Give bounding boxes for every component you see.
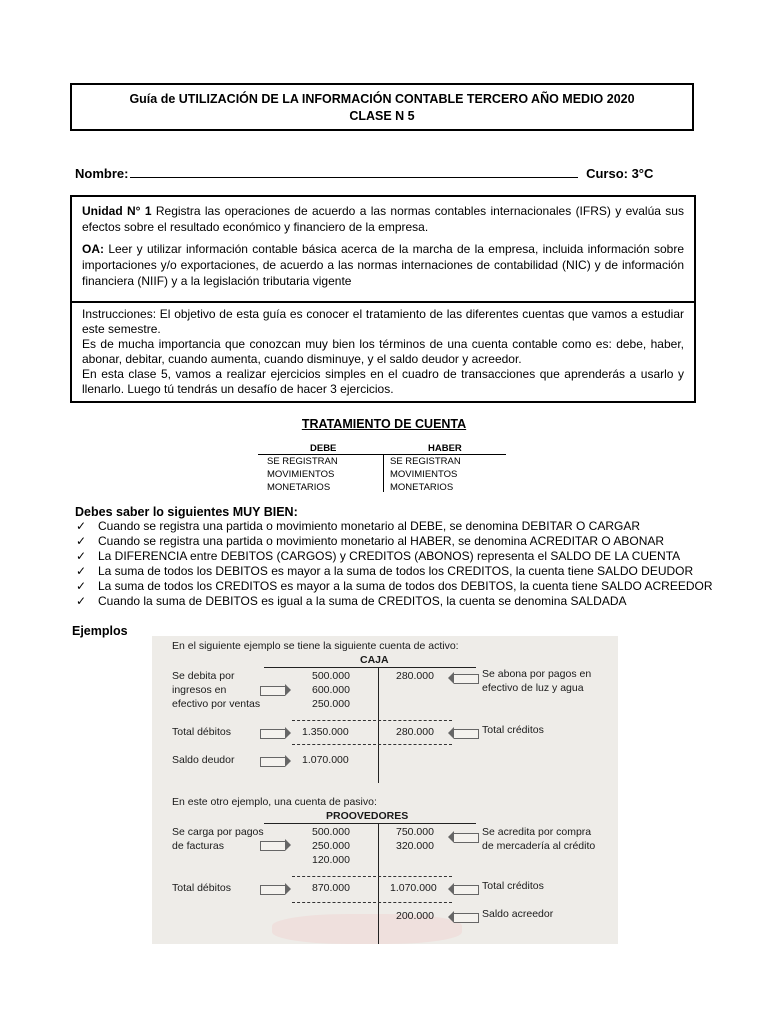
unit-label: Unidad N° 1 (82, 204, 152, 218)
example1-t-stem (378, 667, 379, 783)
example1-credit-desc: Se abona por pagos en (482, 668, 592, 680)
example2-total-credits-label: Total créditos (482, 880, 544, 892)
right-arrow-icon (260, 841, 285, 851)
oa-paragraph (82, 241, 684, 289)
unit-text: Registra las operaciones de acuerdo a las normas contables internacionales (IFRS) y evalúa sus efectos sobre el resultado económico y financiero de la empresa. (82, 204, 684, 234)
example1-debit-amount: 500.000 (312, 670, 350, 682)
example1-debit-desc: Se debita por (172, 670, 235, 682)
left-arrow-icon (454, 729, 479, 739)
example2-balance-label: Saldo acreedor (482, 908, 554, 920)
oa-text: Leer y utilizar información contable básica acerca de la marcha de la empresa, incluida información sobre importaciones y/o exportaciones, de acuerdo a las normas internaciones de contabilidad (NIC) y de información financiera (NIIF) y a la legislación tributaria vigente (82, 242, 684, 288)
example1-total-debits: 1.350.000 (302, 726, 349, 738)
name-label: Nombre: (75, 166, 129, 181)
debe-line: SE REGISTRAN (267, 456, 338, 467)
example1-debit-desc: ingresos en (172, 684, 227, 696)
list-item (76, 594, 716, 609)
instructions-p1: Instrucciones: El objetivo de esta guía es conocer el tratamiento de las diferentes cuentas que vamos a estudiar este semestre. (82, 307, 684, 336)
example1-t-top (264, 667, 476, 668)
debe-column (267, 455, 338, 494)
account-treatment-title: TRATAMIENTO DE CUENTA (301, 417, 467, 431)
checkmark-icon: ✓ (76, 549, 87, 563)
checkmark-icon: ✓ (76, 534, 87, 548)
oa-label: OA: (82, 242, 104, 256)
example1-sum-line (292, 720, 452, 721)
unit-paragraph (82, 203, 684, 235)
checkmark-icon: ✓ (76, 594, 87, 608)
t-vertical-line (383, 454, 384, 492)
example1-total-debits-label: Total débitos (172, 726, 231, 738)
guide-header (70, 83, 694, 131)
example2-total-debits: 870.000 (312, 882, 350, 894)
list-item (76, 564, 716, 579)
example1-credit-desc: efectivo de luz y agua (482, 682, 584, 694)
example2-total-credits: 1.070.000 (390, 882, 437, 894)
debe-header: DEBE (310, 443, 337, 454)
example1-intro: En el siguiente ejemplo se tiene la siguiente cuenta de activo: (172, 640, 459, 652)
haber-column (390, 455, 461, 494)
examples-label: Ejemplos (72, 624, 128, 638)
example2-t-top (264, 823, 476, 824)
instructions-p2: Es de mucha importancia que conozcan muy bien los términos de una cuenta contable como es: debe, haber, abonar, debitar, cuando aumenta, cuando disminuye, y el saldo deudor y acreedor. (82, 337, 684, 366)
unit-objectives-box (70, 195, 696, 303)
student-name-row (75, 164, 695, 181)
example2-sum-line (292, 876, 452, 877)
example1-total-credits-label: Total créditos (482, 724, 544, 736)
checkmark-icon: ✓ (76, 519, 87, 533)
example1-balance-line (292, 744, 452, 745)
example1-total-credits: 280.000 (396, 726, 434, 738)
example2-debit-desc: Se carga por pagos (172, 826, 264, 838)
list-item-text: Cuando se registra una partida o movimiento monetario al DEBE, se denomina DEBITAR O CARGAR (98, 519, 641, 533)
list-item-text: La suma de todos los CREDITOS es mayor a la suma de todos dos DEBITOS, la cuenta tiene SALDO ACREEDOR (98, 579, 713, 593)
example2-credit-amount: 750.000 (396, 826, 434, 838)
left-arrow-icon (454, 833, 479, 843)
example1-balance: 1.070.000 (302, 754, 349, 766)
example2-t-stem (378, 823, 379, 944)
example2-account-name: PROOVEDORES (326, 810, 409, 822)
example1-balance-label: Saldo deudor (172, 754, 235, 766)
example2-total-debits-label: Total débitos (172, 882, 231, 894)
list-item-text: Cuando la suma de DEBITOS es igual a la suma de CREDITOS, la cuenta se denomina SALDADA (98, 594, 627, 608)
example1-debit-amount: 600.000 (312, 684, 350, 696)
example2-balance-line (292, 902, 452, 903)
debe-line: MOVIMIENTOS (267, 469, 335, 480)
haber-line: MOVIMIENTOS (390, 469, 458, 480)
example2-balance: 200.000 (396, 910, 434, 922)
list-item (76, 534, 716, 549)
list-item (76, 519, 716, 534)
list-item-text: La DIFERENCIA entre DEBITOS (CARGOS) y CREDITOS (ABONOS) representa el SALDO DE LA CUENTA (98, 549, 681, 563)
left-arrow-icon (454, 885, 479, 895)
left-arrow-icon (454, 674, 479, 684)
must-know-list (76, 519, 716, 609)
guide-title: Guía de UTILIZACIÓN DE LA INFORMACIÓN CONTABLE TERCERO AÑO MEDIO 2020 (129, 92, 635, 106)
debe-line: MONETARIOS (267, 482, 331, 493)
example2-credit-amount: 320.000 (396, 840, 434, 852)
haber-header: HABER (428, 443, 462, 454)
examples-scan (152, 636, 618, 944)
example2-debit-amount: 120.000 (312, 854, 350, 866)
left-arrow-icon (454, 913, 479, 923)
haber-line: MONETARIOS (390, 482, 454, 493)
example1-credit-amount: 280.000 (396, 670, 434, 682)
list-item (76, 579, 716, 594)
haber-line: SE REGISTRAN (390, 456, 461, 467)
list-item-text: La suma de todos los DEBITOS es mayor a la suma de todos los CREDITOS, la cuenta tiene SALDO DEUDOR (98, 564, 694, 578)
example1-debit-desc: efectivo por ventas (172, 698, 261, 710)
example2-debit-desc: de facturas (172, 840, 224, 852)
right-arrow-icon (260, 729, 285, 739)
must-know-title: Debes saber lo siguientes MUY BIEN: (75, 505, 298, 519)
example2-debit-amount: 250.000 (312, 840, 350, 852)
right-arrow-icon (260, 885, 285, 895)
list-item-text: Cuando se registra una partida o movimiento monetario al HABER, se denomina ACREDITAR O ABONAR (98, 534, 665, 548)
checkmark-icon: ✓ (76, 579, 87, 593)
example1-account-name: CAJA (360, 654, 389, 666)
checkmark-icon: ✓ (76, 564, 87, 578)
right-arrow-icon (260, 686, 285, 696)
list-item (76, 549, 716, 564)
course-label: Curso: 3°C (586, 166, 654, 181)
class-number: CLASE N 5 (349, 109, 415, 123)
example1-debit-amount: 250.000 (312, 698, 350, 710)
example2-credit-desc: Se acredita por compra (482, 826, 592, 838)
example2-debit-amount: 500.000 (312, 826, 350, 838)
example2-intro: En este otro ejemplo, una cuenta de pasivo: (172, 796, 377, 808)
name-blank-line[interactable] (130, 164, 578, 178)
example2-credit-desc: de mercadería al crédito (482, 840, 596, 852)
instructions-p3: En esta clase 5, vamos a realizar ejercicios simples en el cuadro de transacciones que aprenderás a usarlo y llenarlo. Luego tú tendrás un desafío de hacer 3 ejercicios. (82, 367, 684, 396)
right-arrow-icon (260, 757, 285, 767)
instructions-box (70, 303, 696, 403)
